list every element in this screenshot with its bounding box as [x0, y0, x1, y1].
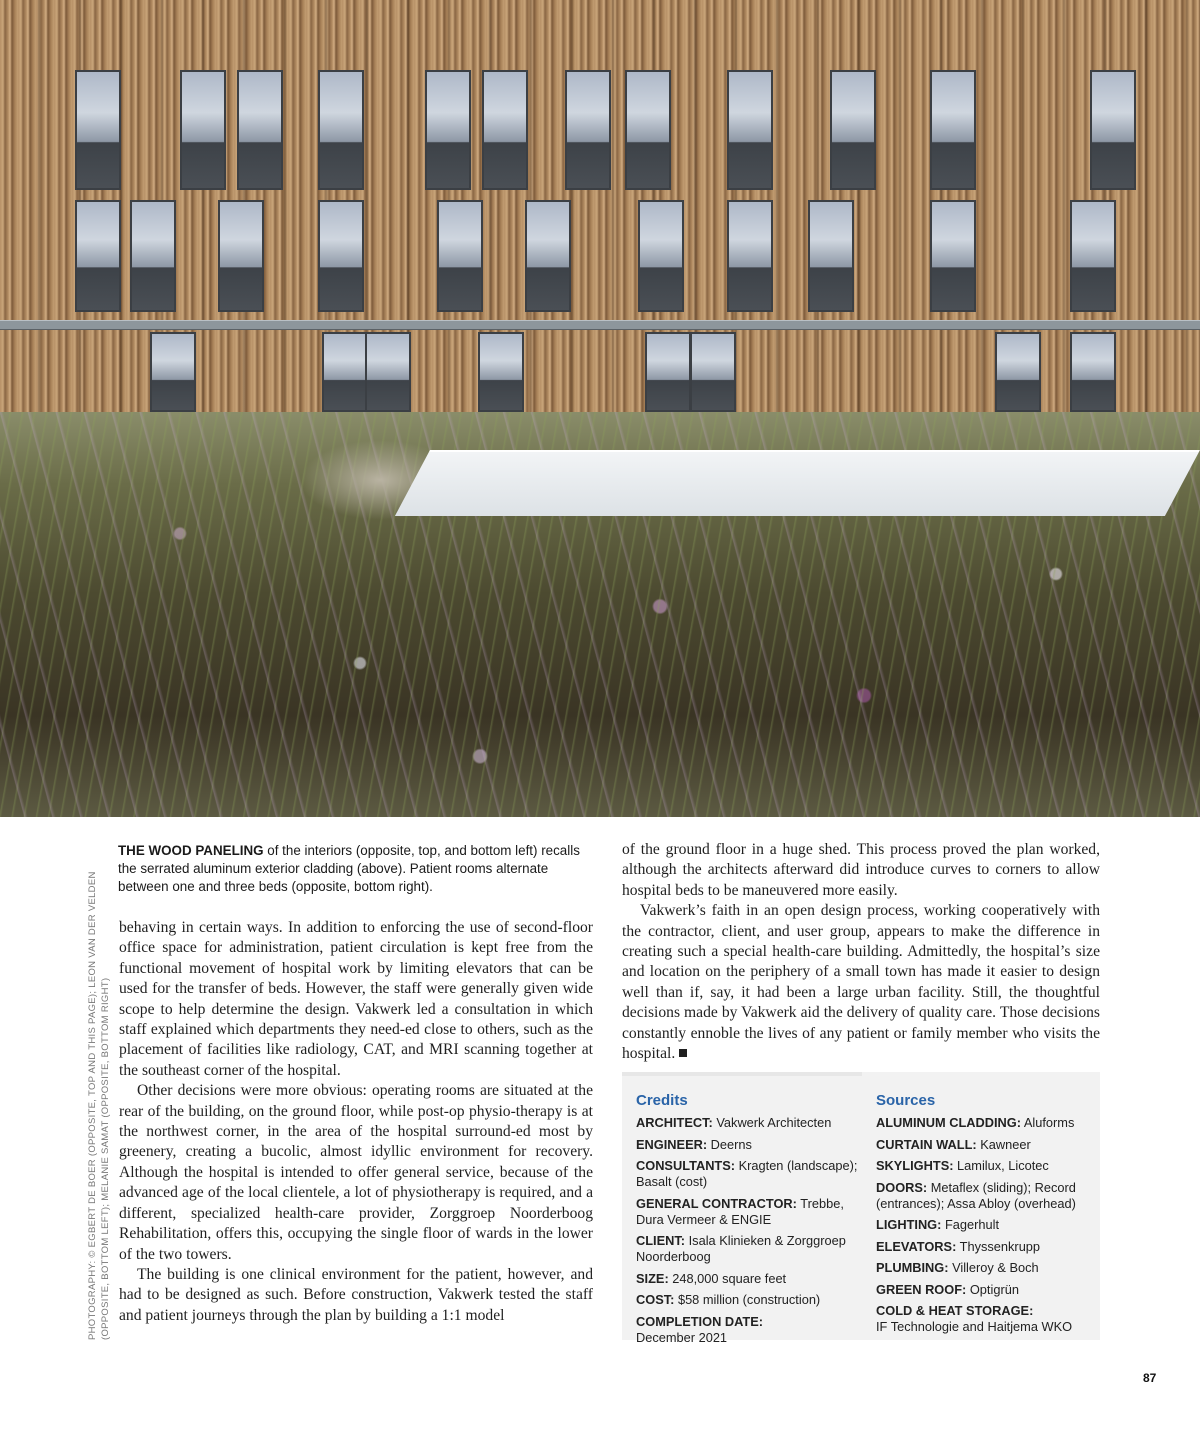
- body-column-left: [119, 918, 593, 1326]
- aluminum-facade: [0, 0, 1200, 420]
- source-item: SKYLIGHTS: Lamilux, Licotec: [876, 1158, 1049, 1173]
- source-item: CURTAIN WALL: Kawneer: [876, 1136, 1031, 1152]
- paragraph: The building is one clinical environment for the patient, however, and had to be designed as such. Before construction, Vakwerk tested the staff and patient journeys through the plan by building a 1:1 model: [119, 1265, 593, 1324]
- source-item: DOORS: Metaflex (sliding); Record (entrances); Assa Abloy (overhead): [876, 1179, 1076, 1211]
- credits-title: Credits: [636, 1092, 688, 1109]
- paragraph: of the ground floor in a huge shed. This process proved the plan worked, although the architects afterward did introduce curves to corners to allow hospital beds to be maneuvered more easily.: [622, 841, 1100, 899]
- source-item: LIGHTING: Fagerhult: [876, 1217, 1000, 1232]
- credits-panel: [622, 1072, 862, 1345]
- source-item: GREEN ROOF: Optigrün: [876, 1281, 1019, 1297]
- credits-list: [636, 1115, 858, 1351]
- source-item: COLD & HEAT STORAGE: IF Technologie and Haitjema WKO: [876, 1303, 1073, 1334]
- source-item: PLUMBING: Villeroy & Boch: [876, 1260, 1039, 1275]
- caption-lead: THE WOOD PANELING: [118, 843, 264, 858]
- paragraph-text: Vakwerk’s faith in an open design process, working cooperatively with the contractor, client, and user group, appears to make the difference in creating such a special health-care building. Admittedly, the hospital’s size and location on the periphery of a small town has made it easier to design well than if, say, it had been a large urban facility. Still, the thoughtful decisions made by Vakwerk aid the delivery of quality care. Those decisions constantly ennoble the lives of any patient or family member who visits the hospital.: [622, 902, 1100, 1063]
- paragraph: Other decisions were more obvious: operating rooms are situated at the rear of the building, on the ground floor, while post-op physio-therapy is at the northwest corner, in the area of the hospital surround-ed most by greenery, creating a bucolic, almost idyllic environment for recovery. Although the hospital is intended to offer general service, because of the advanced age of the local clientele, a lot of physiotherapy is required, and a different, specialized health-care provider, Zorggroep Noorderboog Rehabilitation, offers this, occupying the single floor of wards in the lower of the two towers.: [119, 1082, 593, 1263]
- sources-list: [876, 1115, 1100, 1341]
- source-item: ALUMINUM CLADDING: Aluforms: [876, 1115, 1075, 1130]
- credit-item: ARCHITECT: Vakwerk Architecten: [636, 1115, 832, 1130]
- credit-item: ENGINEER: Deerns: [636, 1136, 752, 1152]
- page-number: 87: [1143, 1371, 1157, 1385]
- credit-item: SIZE: 248,000 square feet: [636, 1270, 787, 1286]
- credit-item: GENERAL CONTRACTOR: Trebbe, Dura Vermeer & ENGIE: [636, 1195, 844, 1227]
- floor-band: [0, 320, 1200, 330]
- end-mark-icon: [679, 1049, 687, 1057]
- photo-credit: PHOTOGRAPHY: © EGBERT DE BOER (OPPOSITE, TOP AND THIS PAGE); LEON VAN DER VELDEN (OPPOSITE, BOTTOM LEFT); MELANIE SAMAT (OPPOSITE, BOTTOM RIGHT): [87, 871, 111, 1340]
- photo-caption: [118, 842, 588, 896]
- credit-item: COMPLETION DATE: December 2021: [636, 1313, 764, 1345]
- credit-item: CONSULTANTS: Kragten (landscape); Basalt (cost): [636, 1158, 858, 1189]
- skylight: [395, 450, 1200, 516]
- sources-panel: [862, 1072, 1100, 1340]
- paragraph: behaving in certain ways. In addition to enforcing the use of second-floor office space for administration, patient circulation is kept free from the functional movement of hospital work by limiting elevators that can be used for the transfer of beds. However, the staff were generally given wide scope to help determine the design. Vakwerk led a consultation in which staff explained which departments they need-ed close to others, such as the placement of facilities like radiology, CAT, and MRI scanning together at the southeast corner of the hospital.: [119, 919, 593, 1079]
- source-item: ELEVATORS: Thyssenkrupp: [876, 1238, 1041, 1254]
- body-column-right: [622, 840, 1100, 1064]
- sources-title: Sources: [876, 1092, 936, 1109]
- caption-text: of the interiors (opposite, top, and bottom left) recalls the serrated aluminum exterior cladding (above). Patient rooms alternate between one and three beds (opposite, bottom right).: [118, 843, 580, 894]
- credit-item: COST: $58 million (construction): [636, 1292, 821, 1307]
- credit-item: CLIENT: Isala Klinieken & Zorggroep Noorderboog: [636, 1233, 846, 1264]
- paragraph: [622, 901, 1100, 1064]
